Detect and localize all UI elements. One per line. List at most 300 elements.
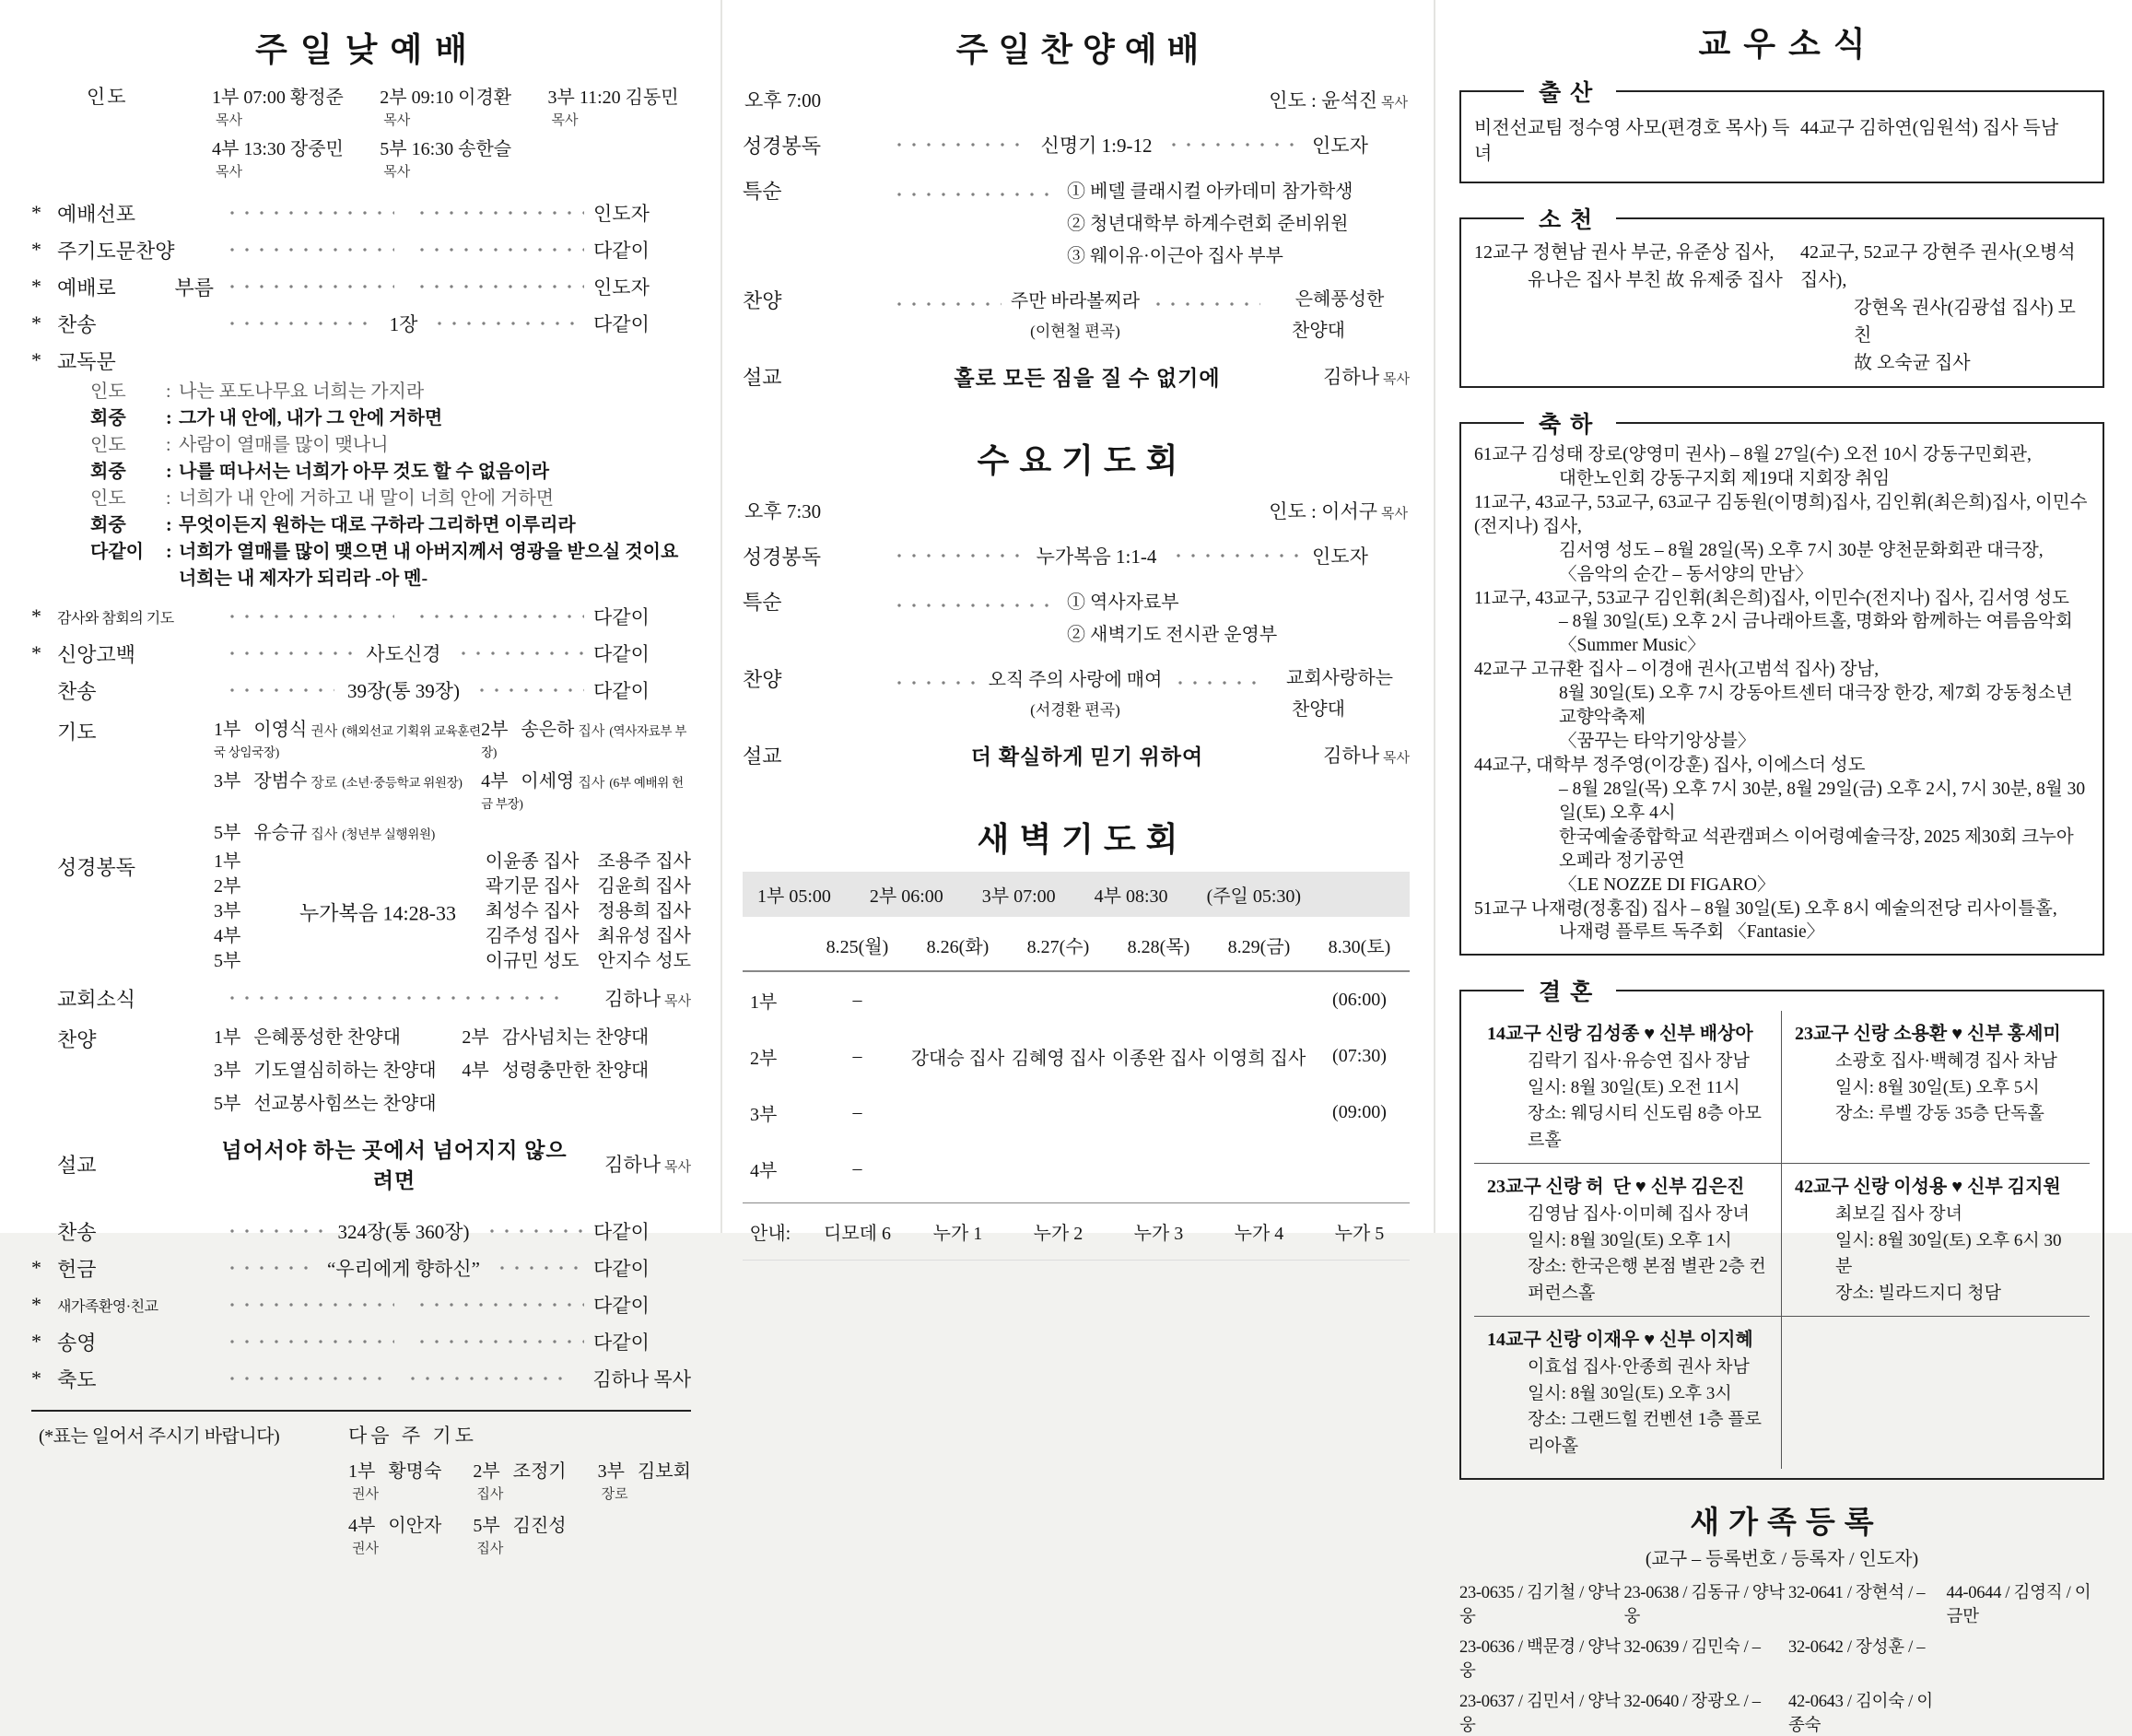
leaders-list (212, 82, 691, 182)
dotted-leader (1149, 298, 1260, 311)
dotted-leader (890, 138, 1028, 151)
wedding-card (1474, 1317, 1782, 1469)
wedding-couple: 23교구 신랑 소용환 ♥ 신부 홍세미 (1795, 1024, 2061, 1045)
congrats-item-line: 김서영 성도 – 8월 28일(목) 오후 7시 30분 양천문화회관 대극장, (1559, 540, 2044, 560)
dotted-leader (223, 1298, 394, 1311)
wedding-detail-line: 일시: 8월 30일(토) 오전 11시 (1528, 1077, 1740, 1097)
dawn-day-header: 8.28(목) (1127, 937, 1190, 957)
stand-marker: * (31, 311, 41, 334)
passing-heading: 소천 (1539, 208, 1602, 233)
dotted-leader (430, 317, 584, 330)
wedding-couple: 14교구 신랑 김성종 ♥ 신부 배상아 (1487, 1024, 1753, 1045)
choir-assignment (214, 1022, 462, 1049)
dawn-cell: 누가 1 (932, 1224, 983, 1244)
dotted-leader (223, 610, 394, 623)
stand-marker: * (31, 238, 41, 261)
dotted-leader (413, 280, 584, 293)
responsive-text: 너희가 열매를 많이 맺으면 내 아버지께서 영광을 받으실 것이요 (179, 542, 679, 562)
worship-order-row (31, 194, 691, 231)
panel-fold-divider (720, 0, 722, 1233)
person-title: 장로 (601, 1487, 628, 1502)
responsive-speaker: 회중 (90, 408, 126, 428)
anthem-choir (1270, 664, 1410, 723)
service-part: 3부 (214, 1061, 241, 1081)
person-role-note: (6부 예배위 헌금 부장) (481, 776, 684, 811)
dawn-table-row (743, 1028, 1410, 1085)
worship-item-label: 감사와 참회의 기도 (57, 610, 174, 627)
dotted-leader (223, 280, 394, 293)
new-family-title: 새가족등록 (1690, 1507, 1883, 1541)
service-part: 1부 (214, 851, 241, 872)
service-part-time: 5부 16:30 (380, 139, 454, 159)
worship-item-label: 헌금 (57, 1257, 97, 1281)
church-news-by (575, 984, 691, 1012)
colon-separator: : (166, 515, 172, 535)
responsive-text: 그가 내 안에, 내가 그 안에 거하면 (179, 408, 443, 428)
congrats-item-head: 42교구 고규환 집사 – 이경애 권사(고범석 집사) 장남, (1474, 660, 1880, 680)
worship-item-by: 인도자 (593, 276, 650, 299)
service-part: 5부 (214, 951, 241, 971)
dotted-leader (493, 1261, 584, 1274)
congrats-item (1474, 658, 2090, 754)
dawn-cell: (09:00) (1332, 1102, 1387, 1122)
worship-order-row (31, 1360, 691, 1397)
wedding-card (1782, 1164, 2090, 1317)
worship-item-value: “우리에게 향하신” (327, 1258, 480, 1280)
congrats-item-line: 대한노인회 강동구지회 제19대 지회장 취임 (1559, 468, 1891, 488)
person-name: 김하나 (1323, 745, 1380, 767)
wedding-detail-line: 장소: 빌라드지디 청담 (1835, 1283, 2001, 1303)
responsive-line (90, 568, 691, 591)
prayer-assignment (481, 766, 691, 814)
person-title: 목사 (1383, 751, 1410, 766)
colon-separator: : (166, 542, 172, 562)
dawn-cell: 김혜영 집사 (1011, 1049, 1106, 1069)
worship-item-label: 송영 (57, 1331, 97, 1355)
dawn-cell: 누가 3 (1133, 1224, 1184, 1244)
special-item: ③ 웨이유·이근아 집사 부부 (1067, 246, 1283, 266)
person-title: 목사 (1383, 372, 1410, 387)
worship-item-label: 예배선포 (57, 202, 136, 226)
leader-entry (548, 82, 692, 130)
passing-section (1459, 202, 2104, 388)
worship-item-label: 신앙고백 (57, 642, 136, 666)
wedding-couple: 14교구 신랑 이재우 ♥ 신부 이지혜 (1487, 1330, 1753, 1351)
anthem-label: 찬양 (743, 289, 782, 312)
service-part: 4부 (462, 1061, 489, 1081)
service-part: 1부 (348, 1461, 376, 1482)
worship-order-list-1 (31, 194, 691, 342)
new-family-entry: 23-0638 / 김동규 / 양낙웅 (1623, 1584, 1785, 1627)
person-title: 목사 (1381, 96, 1408, 111)
worship-item-value: 324장(통 360장) (337, 1221, 470, 1243)
panel-sunday-day-service (31, 0, 691, 1556)
choir-name: 성령충만한 찬양대 (501, 1061, 650, 1081)
worship-order-row (31, 1286, 691, 1323)
dawn-cell: – (852, 1158, 862, 1179)
person-name: 김하나 (604, 988, 662, 1010)
prayer-label: 기도 (57, 721, 97, 744)
sermon-preacher (575, 1150, 691, 1178)
worship-item-label: 찬송 (57, 312, 97, 336)
next-week-assignment (473, 1510, 566, 1558)
praise-service-header (744, 86, 1408, 113)
dotted-leader (890, 599, 1058, 612)
wedding-detail-line: 장소: 루벨 강동 35층 단독홀 (1835, 1104, 2044, 1124)
wedding-detail-line: 이효섭 집사·안종희 권사 차남 (1528, 1357, 1750, 1378)
prayer-assignments (214, 714, 691, 844)
dawn-time-part: (주일 05:30) (1206, 886, 1302, 907)
leader-title: 목사 (216, 113, 242, 128)
wedding-detail-line: 최보길 집사 장녀 (1835, 1204, 1962, 1225)
passing-item-line: 유나은 집사 부친 故 유제중 집사 (1528, 270, 1783, 290)
congrats-item-line: 〈꿈꾸는 타악기앙상블〉 (1559, 732, 1756, 752)
congrats-item (1474, 587, 2090, 659)
birth-item: 비전선교팀 정수영 사모(편경호 목사) 득녀 (1474, 118, 1790, 164)
prayer-assignment (481, 714, 691, 762)
new-family-entry (1947, 1634, 2105, 1682)
colon-separator: : (166, 435, 171, 455)
person-title: 집사 (476, 1542, 504, 1556)
person-title: 목사 (664, 994, 691, 1009)
sermon-row (743, 358, 1410, 394)
wedding-section (1459, 974, 2104, 1480)
anthem-choir (1270, 286, 1410, 345)
wedding-detail-line: 김락기 집사·유승연 집사 장남 (1528, 1051, 1750, 1072)
special-label: 특순 (743, 180, 782, 203)
anthem-title: 주만 바라볼찌라 (1010, 291, 1141, 311)
leader-name: 김동민 (625, 88, 679, 108)
dotted-leader (1165, 138, 1303, 151)
special-item: ② 새벽기도 전시관 운영부 (1067, 625, 1278, 645)
dawn-cell: 디모데 6 (824, 1224, 891, 1244)
worship-order-row (31, 305, 691, 342)
person-name: 장범수 (253, 771, 308, 792)
section-title-dawn-prayer: 새벽기도회 (977, 821, 1189, 858)
dawn-cell: 강대승 집사 (910, 1049, 1005, 1069)
person-name: 조정기 (512, 1461, 567, 1482)
person-title: 집사 (476, 1487, 504, 1502)
prayer-assignment (214, 714, 481, 762)
passing-item-line: 강현옥 권사(김광섭 집사) 모친 (1854, 298, 2076, 346)
special-items (1067, 587, 1410, 651)
worship-item-by: 다같이 (593, 1258, 650, 1280)
responsive-reading-label: 교독문 (57, 349, 116, 373)
special-items (1067, 176, 1410, 273)
leader-name: 황정준 (289, 88, 344, 108)
choir-name: 선교봉사힘쓰는 찬양대 (253, 1094, 437, 1114)
birth-section (1459, 75, 2104, 183)
section-title-wednesday-prayer: 수요기도회 (977, 442, 1189, 479)
reader-names: 곽기문 집사 김윤희 집사 (485, 876, 691, 897)
sermon-preacher (1294, 362, 1410, 390)
leader-title: 목사 (551, 113, 579, 128)
stand-marker: * (31, 1367, 41, 1390)
responsive-line (90, 434, 691, 457)
special-performance-row (743, 176, 1410, 273)
passing-item (1800, 239, 2090, 377)
service-time: 오후 7:00 (744, 89, 822, 111)
scripture-passage: 누가복음 1:1-4 (1036, 545, 1157, 568)
congrats-item-head: 61교구 김성태 장로(양영미 권사) – 8월 27일(수) 오전 10시 강동구민회관, (1474, 445, 2032, 464)
dotted-leader (413, 206, 584, 219)
divider-line (31, 1410, 691, 1412)
sermon-label: 설교 (743, 744, 782, 768)
responsive-text: 너희는 내 제자가 되리라 -아 멘- (179, 569, 428, 589)
next-week-prayer-title: 다음 주 기도 (348, 1425, 477, 1447)
wednesday-header (744, 497, 1408, 524)
next-week-assignment (473, 1456, 566, 1504)
worship-order-list-2 (31, 598, 691, 709)
anthem-label: 찬양 (743, 668, 782, 691)
worship-item-by: 김하나 목사 (592, 1368, 691, 1390)
choir-word: 찬양대 (1292, 699, 1345, 720)
dotted-leader (223, 647, 353, 660)
dawn-cell: 누가 2 (1033, 1224, 1084, 1244)
worship-item-value: 사도신경 (366, 643, 441, 665)
service-part-time: 3부 11:20 (547, 88, 621, 108)
dotted-leader (483, 1225, 584, 1237)
person-name: 윤석진 (1321, 89, 1378, 111)
dotted-leader (890, 188, 1058, 201)
dotted-leader (223, 206, 394, 219)
person-title: 권사 (352, 1487, 379, 1502)
choir-name: 교회사랑하는 (1286, 668, 1393, 688)
worship-item-by: 다같이 (593, 643, 650, 665)
worship-order-row (31, 1213, 691, 1249)
service-leader: 인도 : 윤석진 목사 (1269, 89, 1408, 111)
new-family-entry (1947, 1688, 2105, 1736)
choir-label: 찬양 (57, 1028, 97, 1051)
responsive-text: 나는 포도나무요 너희는 가지라 (179, 381, 425, 402)
responsive-line (90, 541, 691, 564)
responsive-line (90, 407, 691, 430)
stand-marker: * (31, 348, 41, 371)
person-name: 김하나 (1323, 366, 1380, 388)
dawn-day-header: 8.27(수) (1026, 937, 1090, 957)
service-part: 3부 (214, 901, 241, 921)
responsive-speaker: 다같이 (90, 542, 144, 562)
anthem-arranger: (이현철 편곡) (1030, 323, 1120, 340)
service-part-time: 2부 09:10 (380, 88, 454, 108)
panel-member-news (1459, 0, 2104, 1736)
dawn-table-row (743, 1202, 1410, 1261)
colon-separator: : (166, 381, 171, 402)
worship-item-by: 다같이 (593, 240, 650, 262)
dawn-row-label: 1부 (750, 992, 778, 1013)
congrats-item (1474, 897, 2090, 945)
next-week-assignment (348, 1510, 441, 1558)
new-family-entry: 32-0640 / 장광오 / – (1623, 1693, 1761, 1712)
scripture-readers (214, 850, 691, 974)
worship-order-list-3 (31, 1213, 691, 1397)
person-name: 황명숙 (388, 1461, 442, 1482)
anthem-title: 오직 주의 사랑에 매여 (988, 670, 1163, 690)
colon-separator: : (166, 408, 172, 428)
church-news-row (31, 979, 691, 1016)
leader-title: 목사 (383, 113, 411, 128)
responsive-speaker: 인도 (90, 381, 126, 402)
dawn-cell: (06:00) (1332, 990, 1387, 1010)
dotted-leader (413, 1298, 584, 1311)
service-part: 2부 (473, 1461, 500, 1482)
birth-heading: 출산 (1539, 81, 1602, 106)
service-leader: 인도 : 이서구 목사 (1269, 500, 1408, 522)
person-title: 권사 (352, 1542, 379, 1556)
section-title-praise-service: 주일찬양예배 (955, 31, 1210, 68)
sermon-title: 더 확실하게 믿기 위하여 (970, 745, 1204, 768)
dotted-leader (1169, 549, 1303, 562)
choir-assignment (214, 1088, 462, 1115)
worship-item-label: 찬송 (57, 1220, 97, 1244)
stand-footnote: (*표는 일어서 주시기 바랍니다) (39, 1426, 280, 1447)
wedding-card (1782, 1317, 2090, 1469)
service-part-time: 4부 13:30 (212, 139, 286, 159)
dotted-leader (223, 991, 566, 1004)
wedding-card (1474, 1011, 1782, 1164)
anthem-info (1011, 286, 1140, 341)
dotted-leader (890, 298, 1002, 311)
dawn-row-label: 3부 (750, 1105, 778, 1125)
dawn-day-header: 8.30(토) (1328, 937, 1391, 957)
person-name: 김보회 (637, 1461, 691, 1482)
leader-title: 목사 (383, 165, 411, 180)
responsive-text: 무엇이든지 원하는 대로 구하라 그리하면 이루리라 (179, 515, 576, 535)
footer-row (31, 1421, 691, 1558)
wedding-detail-line: 일시: 8월 30일(토) 오후 6시 30분 (1835, 1230, 2062, 1277)
dawn-day-header: 8.25(월) (826, 937, 889, 957)
wedding-detail-line: 장소: 웨딩시티 신도림 8층 아모르홀 (1528, 1104, 1763, 1150)
section-title-member-news: 교우소식 (1698, 26, 1879, 63)
service-part: 4부 (214, 926, 241, 946)
dotted-leader (223, 684, 334, 697)
worship-item-label: 새가족환영·친교 (57, 1298, 158, 1315)
service-part: 4부 (481, 771, 509, 792)
new-family-entry: 32-0642 / 장성훈 / – (1788, 1638, 1926, 1658)
prayer-assignment (214, 766, 481, 792)
choir-row (31, 1022, 691, 1115)
service-time: 오후 7:30 (744, 500, 822, 522)
responsive-line (90, 461, 691, 484)
dawn-row-label: 안내: (750, 1224, 791, 1244)
person-title: 집사 (310, 827, 338, 842)
dawn-day-headers (743, 917, 1410, 972)
service-part: 4부 (348, 1516, 376, 1536)
person-role-note: (소년·중등학교 위원장) (342, 776, 463, 790)
choir-word: 찬양대 (1292, 321, 1345, 341)
congrats-item-head: 11교구, 43교구, 53교구 김인휘(최은희)집사, 이민수(전지나) 집사, 김서영 성도 (1474, 588, 2069, 608)
congrats-item-head: 44교구, 대학부 정주영(이강훈) 집사, 이에스더 성도 (1474, 755, 1866, 775)
congrats-item-line: – 8월 30일(토) 오후 2시 금나래아트홀, 명화와 함께하는 여름음악회 〈Summer Music〉 (1559, 612, 2073, 656)
passing-item (1474, 239, 1800, 377)
dawn-day-header: 8.29(금) (1227, 937, 1291, 957)
sermon-label: 설교 (57, 1153, 97, 1177)
person-title: 목사 (664, 1160, 691, 1175)
service-part: 5부 (214, 823, 241, 843)
service-part: 3부 (214, 771, 241, 792)
new-family-entry: 32-0639 / 김민숙 / – (1623, 1638, 1761, 1658)
congrats-item-line: 〈LE NOZZE DI FIGARO〉 (1559, 874, 1775, 895)
choir-assignment (214, 1055, 462, 1082)
anthem-info (989, 664, 1163, 720)
dotted-leader (890, 676, 979, 689)
prayer-row (31, 714, 691, 844)
person-name: 김진성 (512, 1516, 567, 1536)
wedding-detail-line: 장소: 그랜드힐 컨벤션 1층 플로리아홀 (1528, 1410, 1763, 1456)
wedding-heading: 결혼 (1539, 980, 1602, 1006)
congrats-section (1459, 406, 2104, 956)
reader-names: 이규민 성도 안지수 성도 (485, 951, 691, 971)
leader-title: 목사 (216, 165, 242, 180)
dotted-leader (454, 647, 584, 660)
new-family-subtitle: (교구 – 등록번호 / 등록자 / 인도자) (1645, 1549, 1919, 1570)
new-family-section (1459, 1498, 2104, 1736)
congrats-item-head: 11교구, 43교구, 53교구, 63교구 김동원(이명희)집사, 김인휘(최은희)집사, 이민수(전지나) 집사, (1474, 492, 2088, 536)
congrats-item-head: 51교구 나재령(정홍집) 집사 – 8월 30일(토) 오후 8시 예술의전당 리사이틀홀, (1474, 898, 2057, 919)
worship-item-label: 축도 (57, 1367, 97, 1391)
wedding-couple: 23교구 신랑 허 단 ♥ 신부 김은진 (1487, 1177, 1745, 1198)
person-title: 집사 (578, 724, 605, 739)
reader-names: 김주성 집사 최유성 집사 (485, 926, 691, 946)
responsive-reading-header (31, 344, 691, 377)
scripture-by: 인도자 (1312, 545, 1368, 568)
wedding-detail-line: 소광호 집사·백혜경 집사 차남 (1835, 1051, 2057, 1072)
choir-name: 기도열심히하는 찬양대 (253, 1061, 437, 1081)
next-week-assignment (348, 1456, 441, 1504)
next-week-assignment (598, 1456, 691, 1504)
dawn-cell: – (852, 1102, 862, 1122)
responsive-text: 나를 떠나서는 너희가 아무 것도 할 수 없음이라 (179, 462, 550, 482)
dotted-leader (223, 1335, 394, 1348)
sermon-title: 넘어서야 하는 곳에서 넘어지지 않으려면 (221, 1139, 568, 1192)
wedding-card (1474, 1164, 1782, 1317)
person-role-note: (해외선교 기획위 교육훈련국 상임국장) (214, 724, 481, 759)
wedding-detail-line: 김영남 집사·이미혜 집사 장녀 (1528, 1204, 1750, 1225)
dawn-time-part: 1부 05:00 (757, 886, 831, 907)
congrats-item (1474, 491, 2090, 587)
scripture-label: 성경봉독 (743, 545, 822, 569)
dawn-time-part: 2부 06:00 (869, 886, 943, 907)
wedding-detail-line: 장소: 한국은행 본점 별관 2층 컨퍼런스홀 (1528, 1257, 1766, 1303)
stand-marker: * (31, 1256, 41, 1279)
choir-name: 감사넘치는 찬양대 (501, 1027, 650, 1048)
scripture-by: 인도자 (1312, 135, 1368, 157)
responsive-line (90, 514, 691, 537)
responsive-speaker (90, 568, 162, 591)
scripture-reader-row (214, 850, 691, 874)
church-news-label: 교회소식 (57, 987, 136, 1011)
congrats-item-line: – 8월 28일(목) 오후 7시 30분, 8월 29일(금) 오후 2시, 7시 30분, 8월 30일(토) 오후 4시 (1559, 779, 2086, 823)
choir-assignment (462, 1055, 691, 1082)
worship-item-by: 다같이 (593, 680, 650, 702)
person-title: 장로 (310, 776, 338, 791)
worship-item-by: 다같이 (593, 606, 650, 628)
service-part: 2부 (462, 1027, 489, 1048)
wedding-detail-line: 일시: 8월 30일(토) 오후 3시 (1528, 1383, 1732, 1403)
responsive-lines (31, 381, 691, 591)
scripture-reader-row (214, 924, 691, 949)
dawn-time-part: 4부 08:30 (1094, 886, 1168, 907)
colon-separator: : (166, 462, 172, 482)
worship-item-label: 찬송 (57, 679, 97, 703)
scripture-label: 성경봉독 (57, 856, 136, 879)
birth-item: 44교구 김하연(임원석) 집사 득남 (1800, 118, 2059, 138)
sermon-row (31, 1133, 691, 1194)
service-part: 5부 (214, 1094, 241, 1114)
dawn-table-row (743, 1141, 1410, 1197)
worship-item-value: 1장 (389, 313, 418, 335)
worship-item-label: 주기도문찬양 (57, 239, 175, 263)
